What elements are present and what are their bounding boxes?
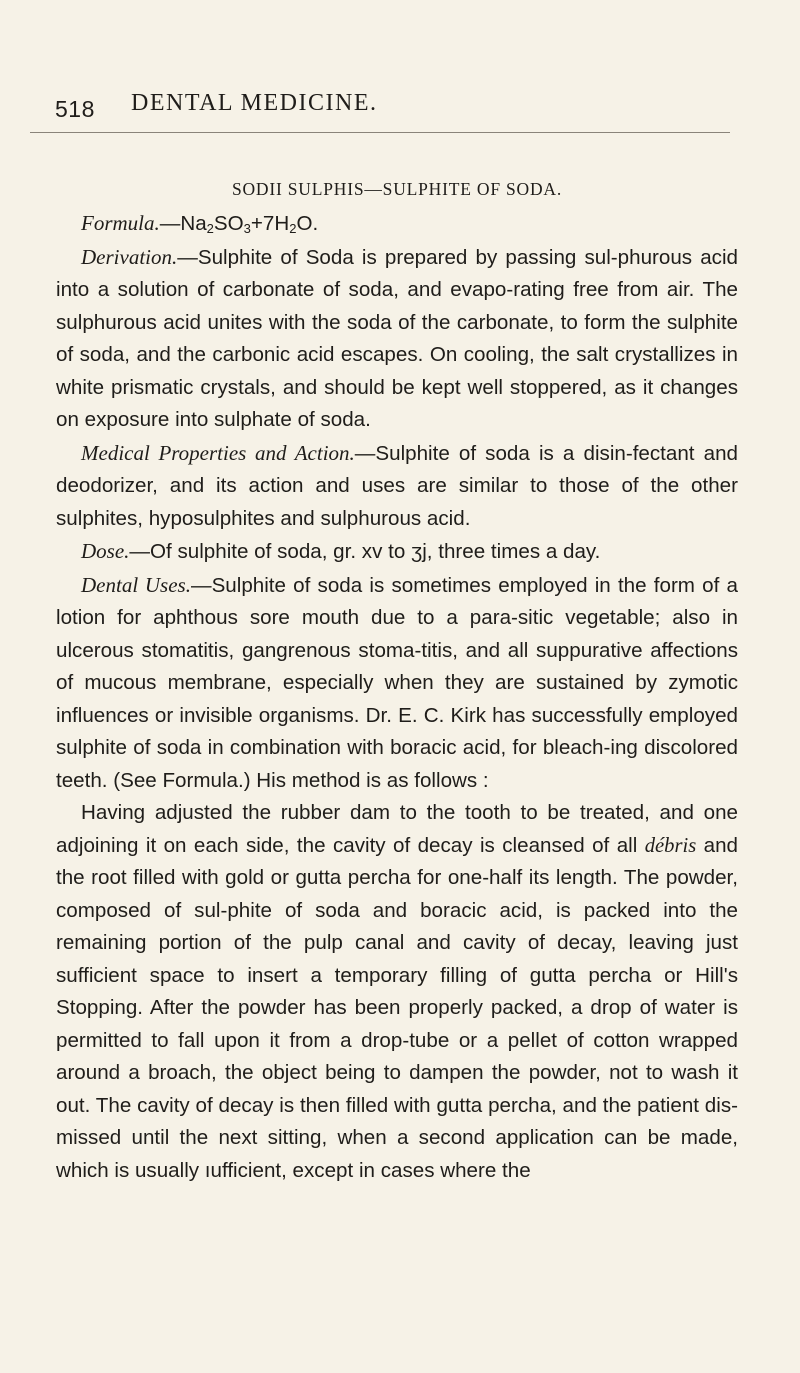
header-rule [30,132,730,133]
method-paragraph [56,797,738,1187]
derivation-paragraph [56,241,738,437]
formula-part: +7H [250,212,290,235]
medical-properties-text: —Sulphite of soda is a disin-fectant and deodorizer, and its action and uses are similar to those of the other sulphites, hyposulphites and sulphurous acid. [56,441,738,530]
method-text-before: Having adjusted the rubber dam to the tooth to be treated, and one adjoining it on each side, the cavity of decay is cleansed of all [56,801,738,857]
derivation-label: Derivation. [81,244,178,269]
dental-uses-text: —Sulphite of soda is sometimes employed in the form of a lotion for aphthous sore mouth due to a para-sitic vegetable; also in ulcerous stomatitis, gangrenous stoma-titis, and all suppurative affections of mucous membrane, especially when they are sustained by zymotic influences or invisible organisms. Dr. E. C. Kirk has successfully employed sulphite of soda in combination with boracic acid, for bleach-ing discolored teeth. (See Formula.) His method is as follows : [56,573,738,792]
dental-uses-paragraph [56,569,738,798]
formula-subscript: 2 [206,221,214,236]
formula-subscript: 2 [289,221,297,236]
dental-uses-label: Dental Uses. [81,572,191,597]
page-number: 518 [55,96,95,122]
dose-label: Dose. [81,539,130,563]
formula-dash: — [159,212,181,235]
method-italic-word: débris [644,834,697,857]
page-body [56,175,738,1187]
dose-paragraph [56,535,738,569]
section-heading: SODII SULPHIS—SULPHITE OF SODA. [231,179,563,199]
formula-part: SO [213,212,244,235]
formula-part: Na [180,212,207,235]
running-header [55,88,735,128]
chemical-formula [180,212,318,235]
method-text-after: and the root filled with gold or gutta percha for one-half its length. The powder, composed of sul-phite of soda and boracic acid, is packed into the remaining portion of the pulp canal and cavity of decay, leaving just sufficient space to insert a temporary filling of gutta percha or Hill's Stopping. After the powder has been properly packed, a drop of water is permitted to fall upon it from a drop-tube or a pellet of cotton wrapped around a broach, the object being to dampen the powder, not to wash it out. The cavity of decay is then filled with gutta percha, and the patient dis-missed until the next sitting, when a second application can be made, which is usually ıufficient, except in cases where the [56,833,738,1182]
medical-properties-label: Medical Properties and Action. [81,440,355,465]
dose-text: —Of sulphite of soda, gr. xv to ʒj, three times a day. [129,540,601,563]
formula-label: Formula. [81,211,160,235]
running-title: DENTAL MEDICINE. [131,90,378,116]
derivation-text: —Sulphite of Soda is prepared by passing sul-phurous acid into a solution of carbonate of soda, and evapo-rating free from air. The sulphurous acid unites with the soda of the carbonate, to form the sulphite of soda, and the carbonic acid escapes. On cooling, the salt crystallizes in white prismatic crystals, and should be kept well stoppered, as it changes on exposure into sulphate of soda. [56,245,738,431]
formula-paragraph [56,207,738,241]
formula-part: O. [296,212,319,235]
formula-subscript: 3 [243,221,251,236]
medical-properties-paragraph [56,437,738,536]
